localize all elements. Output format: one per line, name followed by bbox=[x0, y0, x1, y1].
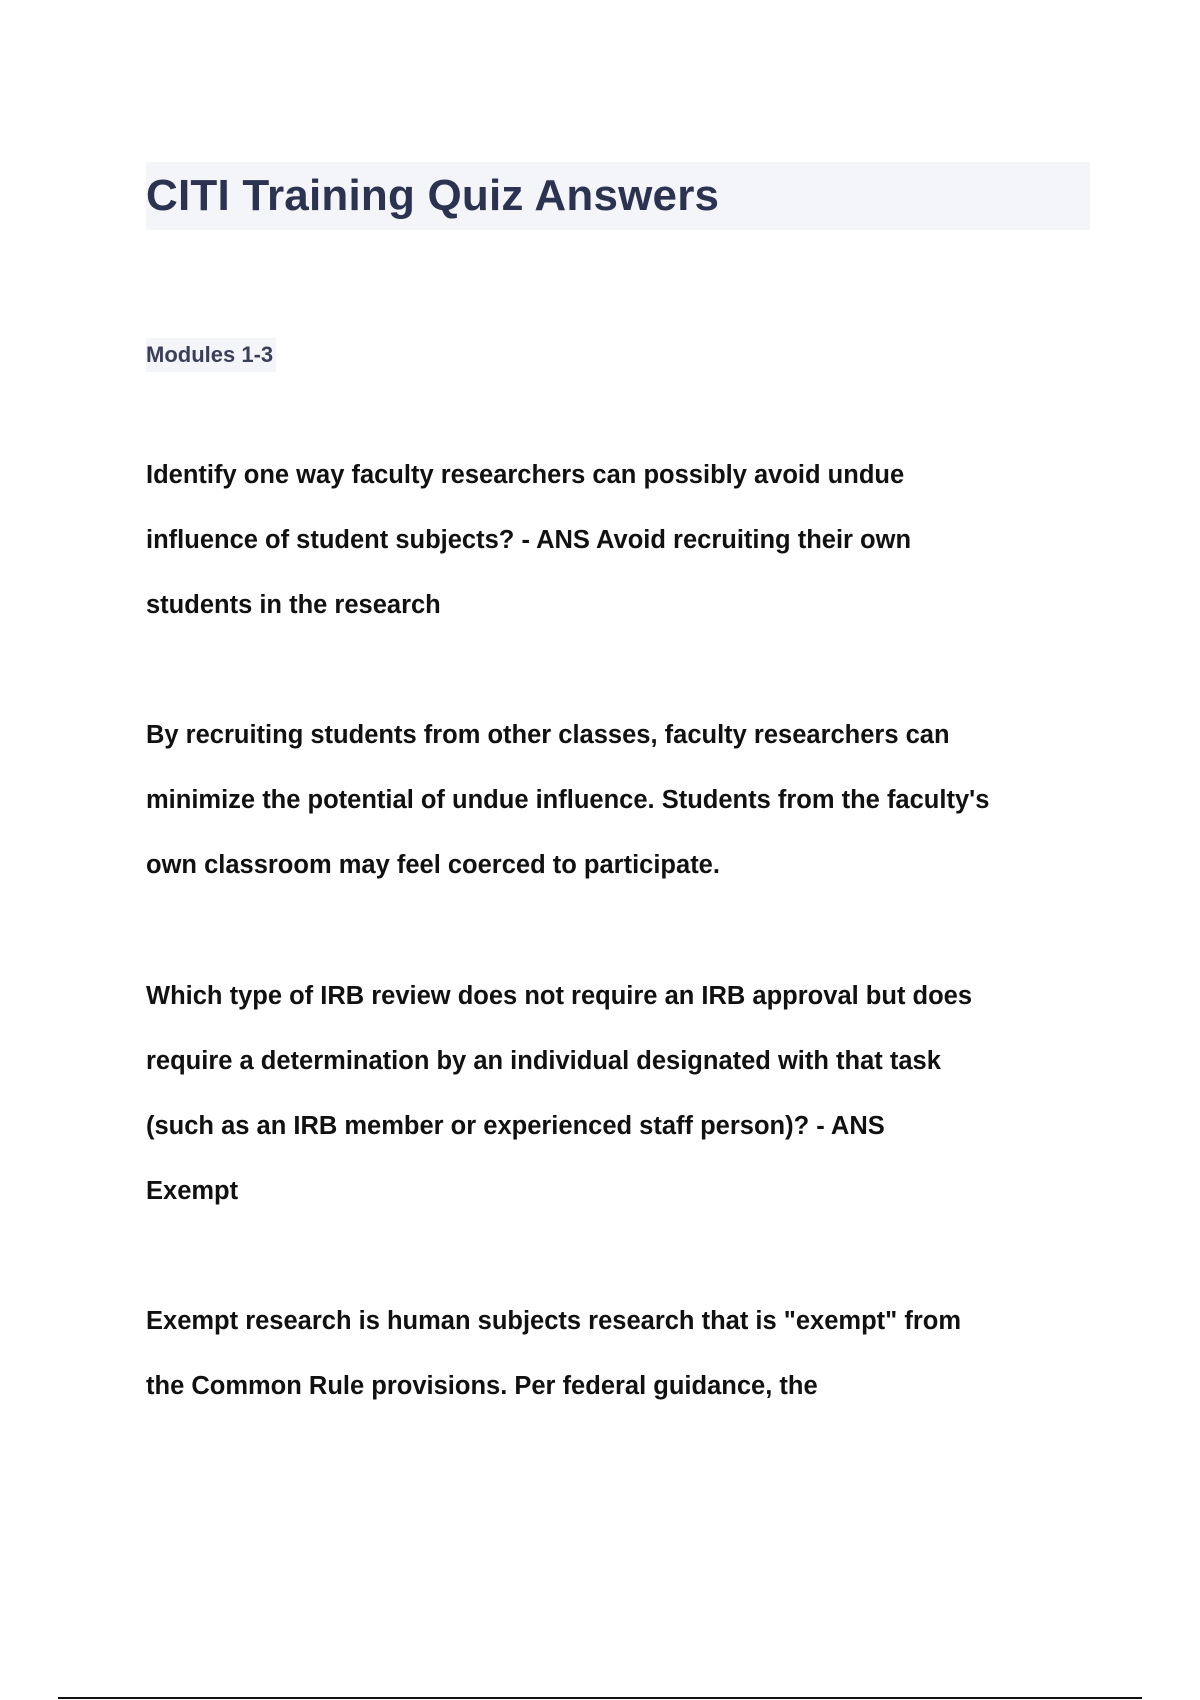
text-line: the Common Rule provisions. Per federal guidance, the bbox=[146, 1372, 818, 1400]
text-line: By recruiting students from other classes, faculty researchers can bbox=[146, 721, 950, 749]
text-line: Identify one way faculty researchers can possibly avoid undue bbox=[146, 461, 905, 489]
page-bottom-rule bbox=[58, 1697, 1142, 1699]
question-paragraph bbox=[146, 443, 1086, 638]
text-line: Exempt research is human subjects research that is "exempt" from bbox=[146, 1307, 961, 1335]
text-line: Exempt bbox=[146, 1177, 239, 1205]
question-paragraph bbox=[146, 964, 1086, 1224]
text-line: Which type of IRB review does not require an IRB approval but does bbox=[146, 982, 973, 1010]
section-subtitle: Modules 1-3 bbox=[146, 338, 276, 372]
page-title: CITI Training Quiz Answers bbox=[146, 171, 720, 220]
text-line: require a determination by an individual designated with that task bbox=[146, 1047, 941, 1075]
explanation-paragraph bbox=[146, 703, 1086, 898]
text-line: minimize the potential of undue influence. Students from the faculty's bbox=[146, 786, 990, 814]
explanation-paragraph bbox=[146, 1289, 1086, 1419]
text-line: students in the research bbox=[146, 591, 441, 619]
text-line: own classroom may feel coerced to participate. bbox=[146, 851, 720, 879]
text-line: influence of student subjects? - ANS Avoid recruiting their own bbox=[146, 526, 912, 554]
text-line: (such as an IRB member or experienced staff person)? - ANS bbox=[146, 1112, 885, 1140]
